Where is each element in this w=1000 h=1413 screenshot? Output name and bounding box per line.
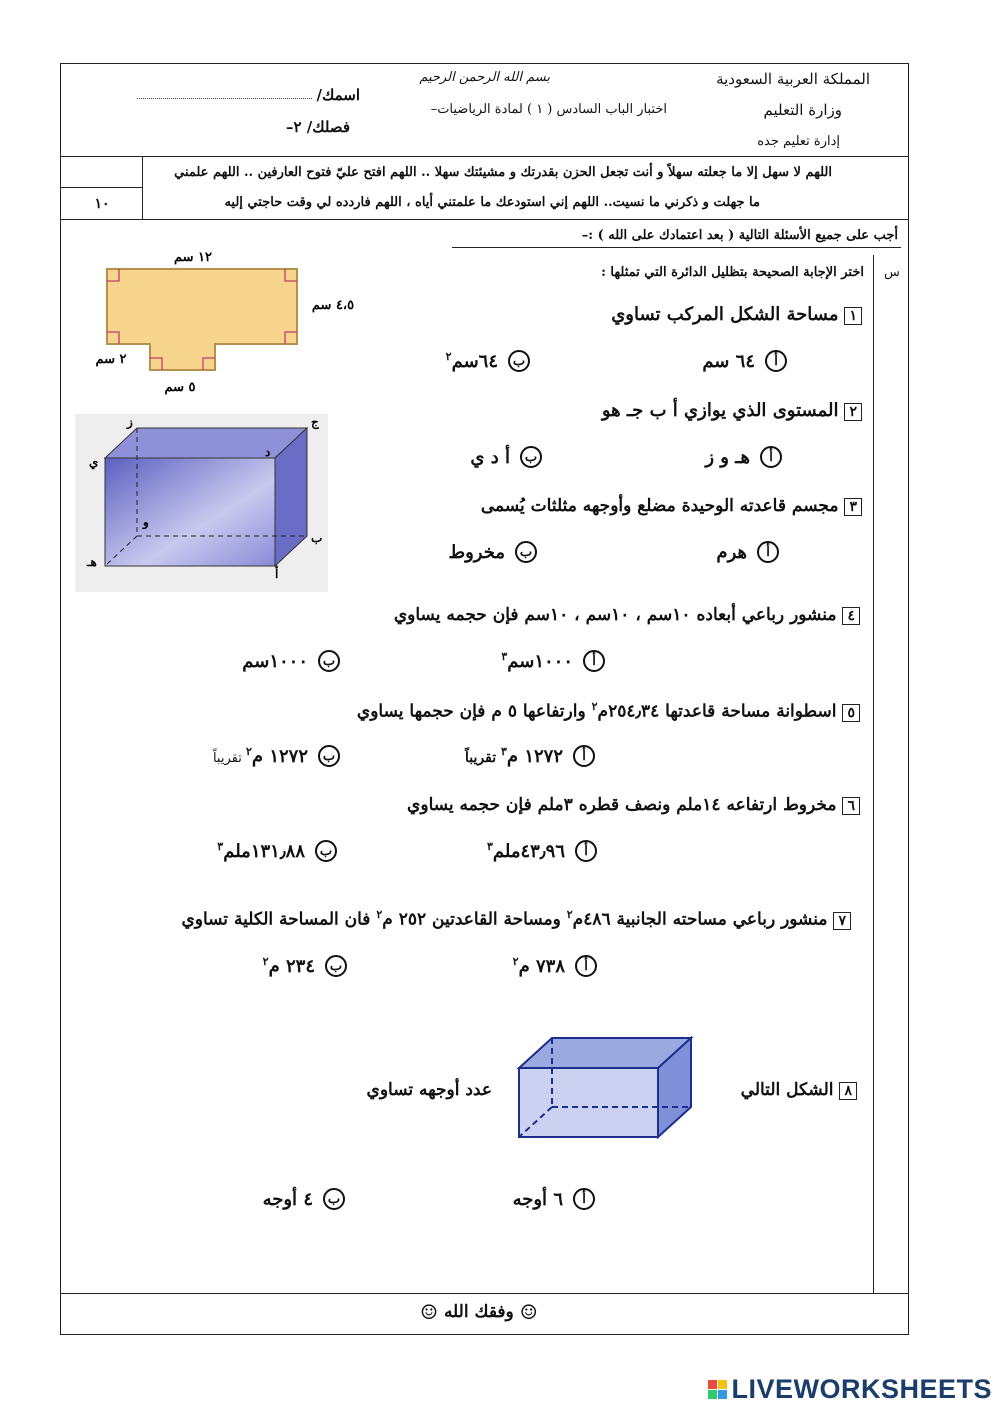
option-text: ١٢٧٢ م [506,746,563,767]
option-text: هرم [716,541,747,563]
prayer-line-2: ما جهلت و ذكرني ما نسيت.. اللهم إني استودعك ما علمتني أياه ، اللهم فاردده لي وقت حاجتي إليه [224,195,760,210]
question-8 [741,1080,857,1100]
score-column-line [142,156,143,219]
q6-option-a[interactable] [487,840,597,862]
option-superscript: ٢ [262,955,269,968]
test-title: اختبار الباب السادس ( ١ ) لمادة الرياضيات– [430,102,667,117]
option-superscript: ٣ [217,840,224,853]
question-text: منشور رباعي مساحته الجانبية ٤٨٦م [572,909,828,930]
question-4 [394,605,860,625]
option-text: أ د ي [470,446,510,468]
dim-left: ٢ سم [95,352,127,367]
question-2 [602,400,862,421]
question-text-2: وارتفاعها ٥ م فإن حجمها يساوي [356,701,592,722]
prism-figure [75,414,328,592]
q8-option-b[interactable] [263,1188,345,1210]
question-text: مخروط ارتفاعه ١٤ملم ونصف قطره ٣ملم فإن حجمه يساوي [407,795,837,815]
score-divider [60,187,142,188]
prism-front-face [105,458,275,566]
option-text: ٦٤سم [451,351,498,372]
q7-option-b[interactable] [263,955,347,977]
option-text: هـ و ز [705,446,750,468]
logo-text: LIVEWORKSHEETS [731,1374,992,1404]
prayer-line-1: اللهم لا سهل إلا ما جعلته سهلاً و أنت تجعل الحزن بقدرتك و مشيئتك سهلا .. اللهم افتح عليّ فتوح العارفين .. اللهم علمني [174,165,832,180]
prism-top-face [105,428,307,458]
label-j: ج [311,415,319,429]
label-w: و [143,515,149,529]
option-superscript: ٢ [245,745,252,758]
question-text: المستوى الذي يوازي أ ب جـ هو [601,400,839,421]
question-superscript: ٢ [566,908,573,921]
directorate-name: إدارة تعليم جده [757,134,840,149]
footer-divider [60,1293,909,1294]
option-text: ١٣١٫٨٨ملم [223,841,305,862]
question-text-3: فان المساحة الكلية تساوي [181,909,377,930]
question-superscript-2: ٢ [376,908,383,921]
radio-circle[interactable]: ب [318,745,340,767]
radio-circle[interactable]: ب [508,350,530,372]
question-text-2: ومساحة القاعدتين ٢٥٢ م [382,909,567,930]
composite-shape-figure [85,245,375,395]
section-label: س [884,265,900,280]
question-text: الشكل التالي [740,1080,834,1100]
option-superscript: ٣ [500,745,507,758]
q5-option-a[interactable] [465,745,595,767]
option-text: مخروط [448,541,505,563]
smiley-icon: ☺ [420,1300,438,1324]
radio-circle[interactable]: ب [315,840,337,862]
question-number: ٦ [842,797,860,815]
question-number: ٥ [842,704,860,722]
name-label: اسمك/ [316,86,360,104]
radio-circle[interactable]: أ [757,541,779,563]
option-text: ١٢٧٢ م [251,746,308,767]
cuboid-figure [515,1035,695,1140]
label-d: د [265,445,271,459]
q3-option-b[interactable] [448,541,537,563]
smiley-icon: ☺ [519,1300,538,1324]
option-superscript: ٣ [486,840,493,853]
option-superscript: ٢ [512,955,519,968]
choose-instruction: اختر الإجابة الصحيحة بتظليل الدائرة التي تمثلها : [601,265,864,280]
radio-circle[interactable]: ب [325,955,347,977]
question-7 [181,908,851,930]
footer-text: وفقك الله [443,1302,514,1322]
main-instruction: أجب على جميع الأسئلة التالية ( بعد اعتمادك على الله ) :– [581,228,898,243]
option-text: ٤٣٫٩٦ملم [492,841,565,862]
cuboid-front-face [519,1068,658,1137]
dim-top: ١٢ سم [173,250,213,265]
radio-circle[interactable]: أ [575,955,597,977]
question-text: منشور رباعي أبعاده ١٠سم ، ١٠سم ، ١٠سم فإن حجمه يساوي [393,605,837,625]
option-superscript: ٢ [445,350,452,363]
option-text: ٧٣٨ م [518,956,565,977]
question-superscript: ٢ [591,700,598,713]
footer-message [420,1300,538,1324]
country-name: المملكة العربية السعودية [716,70,870,88]
option-text: ٦٤ سم [702,350,755,372]
q3-option-a[interactable] [716,541,779,563]
label-b: ب [311,531,323,545]
q2-option-a[interactable] [705,446,782,468]
radio-circle[interactable]: أ [573,745,595,767]
q7-option-a[interactable] [513,955,597,977]
cube-caption: عدد أوجهه تساوي [366,1080,492,1100]
score-total: ١٠ [94,196,110,212]
instruction-underline [452,247,901,248]
class-label: فصلك/ ٢– [285,118,350,136]
label-z: ز [127,415,133,429]
question-number: ٤ [842,607,860,625]
question-text: مجسم قاعدته الوحيدة مضلع وأوجهه مثلثات يُسمى [480,496,839,516]
dim-bottom: ٥ سم [164,380,196,395]
q5-option-b[interactable] [213,745,340,767]
question-3 [481,496,862,516]
label-a: أ [275,567,279,581]
q4-option-b[interactable] [242,650,340,672]
section-column-line [873,255,874,1293]
dim-right: ٤،٥ سم [311,298,355,313]
prayer-divider [60,219,909,220]
question-number: ٣ [844,498,862,516]
basmala: بسم الله الرحمن الرحيم [419,70,550,85]
question-number: ٨ [839,1082,857,1100]
option-text: ٦ أوجه [512,1188,563,1210]
liveworksheets-logo[interactable] [708,1374,992,1405]
question-text: مساحة الشكل المركب تساوي [611,304,839,325]
question-number: ٧ [833,912,851,930]
composite-shape [107,269,297,370]
question-1 [611,304,862,325]
radio-circle[interactable]: ب [520,446,542,468]
label-h: هـ [87,555,97,569]
question-number: ١ [844,307,862,325]
q2-option-b[interactable] [470,446,542,468]
radio-circle[interactable]: ب [323,1188,345,1210]
q8-option-a[interactable] [513,1188,595,1210]
question-6 [407,795,860,815]
radio-circle[interactable]: أ [583,650,605,672]
radio-circle[interactable]: أ [765,350,787,372]
radio-circle[interactable]: أ [575,840,597,862]
radio-circle[interactable]: ب [515,541,537,563]
q4-option-a[interactable] [501,650,605,672]
option-suffix: تقريباً [212,751,246,766]
question-text: اسطوانة مساحة قاعدتها ٢٥٤٫٣٤م [597,701,837,722]
q1-option-b[interactable] [446,350,530,372]
ministry-name: وزارة التعليم [763,101,842,119]
option-text: ١٠٠٠سم [242,650,308,672]
label-y: ي [89,455,99,469]
q6-option-b[interactable] [217,840,337,862]
question-5 [357,700,860,722]
question-number: ٢ [844,403,862,421]
option-text: ٢٣٤ م [268,956,315,977]
radio-circle[interactable]: ب [318,650,340,672]
logo-mark-icon [708,1380,727,1399]
option-text: ٤ أوجه [262,1188,313,1210]
radio-circle[interactable]: أ [573,1188,595,1210]
radio-circle[interactable]: أ [760,446,782,468]
option-suffix: تقريباً [465,750,501,766]
name-field[interactable] [137,98,312,99]
prayer-underline [370,156,850,157]
option-text: ١٠٠٠سم [507,651,573,672]
q1-option-a[interactable] [702,350,787,372]
option-superscript: ٣ [501,650,508,663]
